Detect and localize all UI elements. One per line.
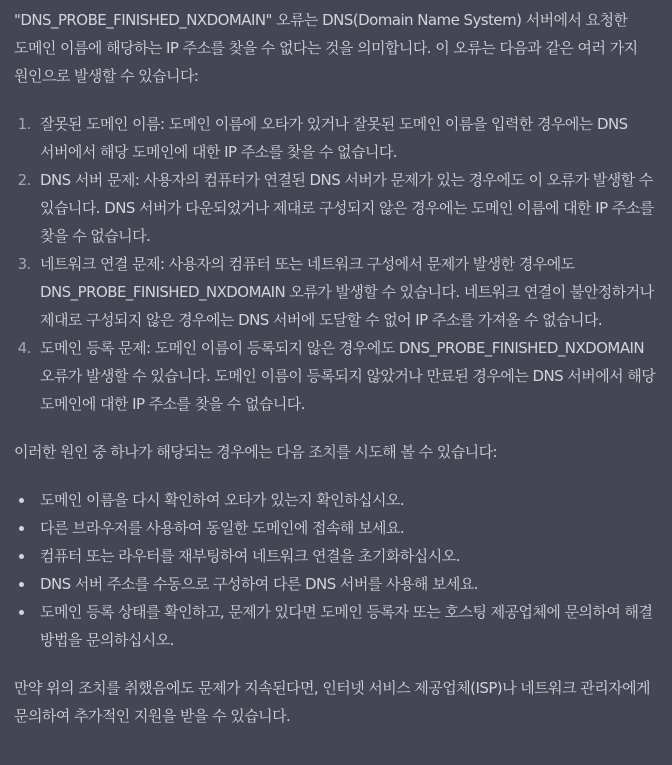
cause-item-network: 3. 네트워크 연결 문제: 사용자의 컴퓨터 또는 네트워크 구성에서 문제가 발생한 경우에도 DNS_PROBE_FINISHED_NXDOMAIN 오류가 발생할 수 있습니다. 네트워크 연결이 불안정하거나 제대로 구성되지 않은 경우에는 DNS 서버에 도달할 수 없어 IP 주소를 가져올 수 없습니다. — [35, 250, 658, 334]
closing-paragraph: 만약 위의 조치를 취했음에도 문제가 지속된다면, 인터넷 서비스 제공업체(ISP)나 네트워크 관리자에게 문의하여 추가적인 지원을 받을 수 있습니다. — [14, 679, 650, 725]
cause-item-registration: 4. 도메인 등록 문제: 도메인 이름이 등록되지 않은 경우에도 DNS_PROBE_FINISHED_NXDOMAIN 오류가 발생할 수 있습니다. 도메인 이름이 등록되지 않았거나 만료된 경우에는 DNS 서버에서 해당 도메인에 대한 IP 주소를 찾을 수 없습니다. — [35, 334, 658, 418]
action-item-manual-dns: • DNS 서버 주소를 수동으로 구성하여 다른 DNS 서버를 사용해 보세요. — [35, 570, 658, 598]
action-item-other-browser: • 다른 브라우저를 사용하여 동일한 도메인에 접속해 보세요. — [35, 514, 658, 542]
causes-list — [14, 110, 658, 418]
cause-item-domain-name: 1. 잘못된 도메인 이름: 도메인 이름에 오타가 있거나 잘못된 도메인 이름을 입력한 경우에는 DNS 서버에서 해당 도메인에 대한 IP 주소를 찾을 수 없습니다. — [35, 110, 658, 166]
actions-intro-paragraph: 이러한 원인 중 하나가 해당되는 경우에는 다음 조치를 시도해 볼 수 있습니다: — [14, 443, 498, 461]
intro-paragraph: "DNS_PROBE_FINISHED_NXDOMAIN" 오류는 DNS(Domain Name System) 서버에서 요청한 도메인 이름에 해당하는 IP 주소를 찾을 수 없다는 것을 의미합니다. 이 오류는 다음과 같은 여러 가지 원인으로 발생할 수 있습니다: — [14, 11, 638, 85]
actions-list — [14, 486, 658, 654]
action-item-registration-status: • 도메인 등록 상태를 확인하고, 문제가 있다면 도메인 등록자 또는 호스팅 제공업체에 문의하여 해결 방법을 문의하십시오. — [35, 598, 658, 654]
action-item-reboot: • 컴퓨터 또는 라우터를 재부팅하여 네트워크 연결을 초기화하십시오. — [35, 542, 658, 570]
action-item-check-domain: • 도메인 이름을 다시 확인하여 오타가 있는지 확인하십시오. — [35, 486, 658, 514]
cause-item-dns-server: 2. DNS 서버 문제: 사용자의 컴퓨터가 연결된 DNS 서버가 문제가 있는 경우에도 이 오류가 발생할 수 있습니다. DNS 서버가 다운되었거나 제대로 구성되지 않은 경우에는 도메인 이름에 대한 IP 주소를 찾을 수 없습니다. — [35, 166, 658, 250]
